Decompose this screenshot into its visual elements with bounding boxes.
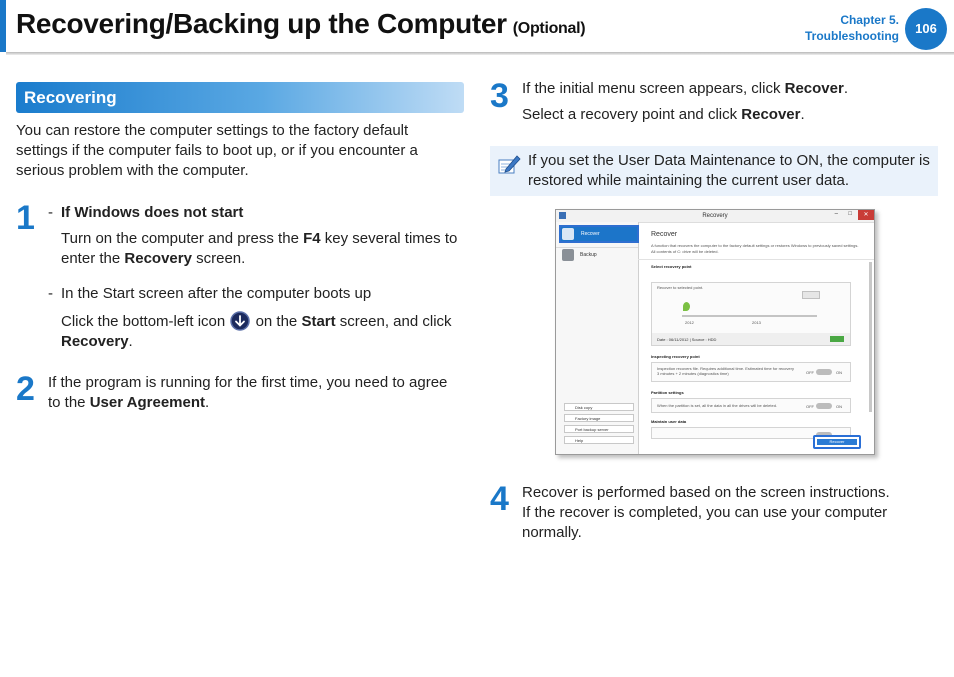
maximize-icon[interactable]: □ — [848, 211, 852, 217]
partition-off: OFF — [806, 404, 814, 409]
timeline-box — [651, 282, 851, 346]
maintain-label: Maintain user data — [651, 419, 687, 424]
title-optional: (Optional) — [512, 20, 586, 37]
screenshot-scrollbar[interactable] — [869, 262, 872, 412]
recovery-screenshot — [555, 209, 875, 455]
partition-toggle[interactable] — [816, 403, 832, 409]
minimize-icon[interactable]: – — [834, 211, 838, 217]
step-3-number: 3 — [490, 77, 509, 115]
partition-label: Partition settings — [651, 390, 684, 395]
step-1b-dash: - — [48, 285, 53, 302]
tool-factory-image[interactable]: Factory image — [564, 414, 634, 422]
step-1a-dash: - — [48, 204, 53, 221]
inspecting-text: Inspection recovers file. Requires additional time. Estimated time for recovery 3 minutes + 2 minutes (diagnostics time) — [657, 366, 794, 376]
inspecting-label: Inspecting recovery point — [651, 354, 700, 359]
screenshot-description: A function that recovers the computer to the factory default settings or restores Windows to previously saved settings. All contents of C: drive will be deleted. — [651, 243, 859, 254]
step-1b-text: Click the bottom-left icon on the Start screen, and click Recovery. — [61, 313, 452, 350]
select-point-hint: Recover to selected point. — [657, 285, 704, 290]
chapter-label — [805, 12, 899, 44]
inspecting-off: OFF — [806, 370, 814, 375]
step-1a-text: Turn on the computer and press the F4 key several times to enter the Recovery screen. — [61, 230, 458, 267]
step-4-text: Recover is performed based on the screen instructions. If the recover is completed, you can use your computer normally. — [522, 484, 890, 541]
select-point-button[interactable] — [830, 336, 844, 342]
partition-box — [651, 398, 851, 413]
sidebar-item-backup[interactable]: Backup — [580, 252, 597, 258]
recovery-point-marker[interactable] — [683, 302, 690, 311]
tip-text: If you set the User Data Maintenance to ON, the computer is restored while maintaining the current user data. — [528, 152, 930, 189]
recover-button[interactable]: Recover — [817, 439, 857, 445]
partition-on: ON — [836, 404, 842, 409]
backup-icon — [562, 249, 574, 261]
tool-help[interactable]: Help — [564, 436, 634, 444]
timeline-track[interactable] — [682, 315, 817, 317]
inspecting-on: ON — [836, 370, 842, 375]
app-logo-icon — [559, 212, 566, 219]
header-accent-bar — [0, 0, 6, 52]
section-heading: Recovering — [16, 82, 464, 113]
sidebar-divider — [556, 247, 638, 248]
timeline-year-start: 2012 — [685, 320, 694, 325]
inspecting-toggle[interactable] — [816, 369, 832, 375]
step-1b-heading: In the Start screen after the computer boots up — [61, 285, 372, 302]
date-info: Date : 06/11/2012 | Source : HDD — [657, 337, 717, 342]
step-2-text: If the program is running for the first time, you need to agree to the User Agreement. — [48, 374, 448, 411]
page-number-badge: 106 — [905, 8, 947, 50]
step-3-line-2: Select a recovery point and click Recover. — [522, 106, 805, 123]
step-4-number: 4 — [490, 480, 509, 518]
select-point-label: Select recovery point — [651, 264, 692, 269]
close-icon[interactable]: ✕ — [858, 210, 874, 220]
content-divider — [638, 259, 874, 260]
step-2-number: 2 — [16, 370, 35, 408]
header-divider — [6, 52, 954, 55]
pencil-note-icon — [496, 152, 522, 178]
tool-port-backup[interactable]: Port backup server — [564, 425, 634, 433]
sidebar-item-recover[interactable]: Recover — [559, 225, 639, 243]
refresh-button[interactable] — [802, 291, 820, 299]
screenshot-title-bar: Recovery — [556, 210, 874, 223]
step-1a-heading: If Windows does not start — [61, 204, 244, 221]
section-intro: You can restore the computer settings to the factory default settings if the computer fails to boot up, or if you encounter a serious problem with the computer. — [16, 122, 418, 179]
inspecting-box — [651, 362, 851, 382]
recover-button-highlight[interactable] — [813, 435, 861, 449]
chapter-name: Troubleshooting — [805, 29, 899, 43]
down-arrow-icon — [230, 311, 250, 331]
tool-disk-copy[interactable]: Disk copy — [564, 403, 634, 411]
timeline-year-end: 2013 — [752, 320, 761, 325]
screenshot-heading: Recover — [651, 231, 678, 238]
partition-text: When the partition is set, all the data in all the drives will be deleted. — [657, 403, 778, 408]
chapter-number: Chapter 5. — [840, 13, 899, 27]
page-title: Recovering/Backing up the Computer (Optional) — [16, 8, 586, 39]
step-1-number: 1 — [16, 199, 35, 237]
step-3-line-1: If the initial menu screen appears, click Recover. — [522, 80, 848, 97]
recover-icon — [562, 228, 574, 240]
